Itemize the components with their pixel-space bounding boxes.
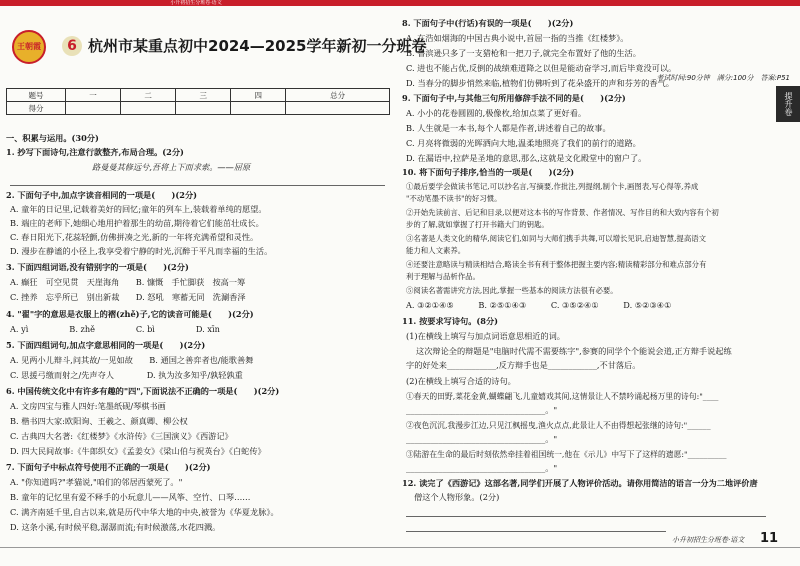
- sentence-text: ②开始先读前言、后记和目录,以便对这本书的写作背景、作者情况、写作目的和大致内容有个初: [406, 208, 719, 217]
- option-text: B. 鲁滨逊只多了一支猎枪和一把刀子,就完全布置好了他的生活。: [406, 48, 641, 58]
- score-cell: 一: [66, 89, 121, 102]
- score-cell: 四: [231, 89, 286, 102]
- option-text: D. 四大民间故事:《牛郎织女》《孟姜女》《梁山伯与祝英台》《白蛇传》: [10, 446, 266, 456]
- score-input-cell[interactable]: [176, 102, 231, 115]
- score-cell: 二: [121, 89, 176, 102]
- option-text: C. 进也不能占优,反倒的战绩难道降之以但是能动奋学习,而后毕竟没可以。: [406, 63, 677, 73]
- option-text: D. 漫步在静谧的小径上,我享受着宁静的时光,沉醉于平凡而幸福的生活。: [10, 246, 273, 256]
- option-text: A. yì B. zhě C. bì D. xīn: [10, 324, 220, 334]
- option-text: B. 童年的记忆里有爱不释手的小玩意儿——风筝、空竹、口琴……: [10, 492, 251, 502]
- sentence-text: 步的了解,就如掌握了打开书籍大门的钥匙。: [406, 220, 549, 229]
- sentence-text: 利于理解与品析作品。: [406, 272, 480, 281]
- side-tab: 提升卷: [776, 86, 800, 122]
- answer-line[interactable]: [406, 516, 766, 517]
- option-text: B. 端庄的老师下,她细心地用护着那生的幼苗,期待着它们能茁壮成长。: [10, 218, 264, 228]
- question-text: 4. "翟"字的意思是衣服上的褶(zhě)子,它的读音可能是( )(2分): [6, 309, 254, 319]
- score-header-row: [7, 89, 390, 102]
- option-text: A. 小小的花卷圆圆的,极像枚,给加点菜了更好看。: [406, 108, 587, 118]
- question-text: 6. 中国传统文化中有许多有趣的"四",下面说法不正确的一项是( )(2分): [6, 386, 280, 396]
- option-text: A. ③②①④⑤ B. ②⑤①④③ C. ③⑤②④① D. ⑤②③④①: [406, 300, 672, 310]
- option-text: D. 这条小溪,有时候平稳,潺潺而流;有时候激荡,水花四溅。: [10, 522, 221, 532]
- sentence-text: ①最后要学会做读书笔记,可以抄名言,写摘要,作批注,列提纲,制个卡,画图表,写心得等,养成: [406, 182, 699, 191]
- option-text: D. 在漏语中,拉萨是圣地的意思,那么,这就是文化殿堂中的窗户了。: [406, 153, 647, 163]
- passage-text: 这次辩论全的辩题是"电脑时代需不需要练字",参赛的同学个个能说会道,正方辩手说起练: [416, 346, 732, 356]
- question-text: 11. 按要求写诗句。(8分): [402, 316, 499, 326]
- option-text: A. 癫狂 可空见贯 天崖海角 B. 慷慨 手忙脚获 按高一筹: [10, 277, 246, 287]
- question-text: 僧这个人物形象。(2分): [414, 492, 500, 502]
- score-input-cell[interactable]: [286, 102, 390, 115]
- question-text: 12. 读完了《西游记》这部名著,同学们开展了人物评价活动。请你用简洁的语言一分为二地评价唐: [402, 478, 758, 488]
- sentence-text: ⑤阅读名著需讲究方法,因此,掌握一些基本的阅读方法很有必要。: [406, 286, 618, 295]
- top-banner-text: 小升初招生分班卷·语文: [170, 0, 222, 6]
- question-text: 1. 抄写下面诗句,注意行款整齐,布局合理。(2分): [6, 147, 184, 157]
- score-value-row: [7, 102, 390, 115]
- fill-blank-text[interactable]: ②夜色沉沉,我漫步江边,只见江枫摇曳,渔火点点,此景让人不由得想起张继的诗句:"______: [406, 421, 711, 430]
- section-heading: 一、积累与运用。(30分): [6, 133, 99, 143]
- page-footer: 小升初招生分班卷·语文: [672, 536, 745, 544]
- option-text: C. 挫养 忘乎所已 别出新裁 D. 怒吼 寒蓄无同 洗涮香泽: [10, 292, 246, 302]
- option-text: C. 满齐南延千里,自古以来,就是历代中华大地的中央,被誉为《华夏龙脉》。: [10, 507, 279, 517]
- sub-question-text: (1)在横线上填写与加点词语意思相近的词。: [406, 331, 565, 341]
- fill-blank-text[interactable]: __________________________________。": [406, 434, 558, 444]
- score-cell: 三: [176, 89, 231, 102]
- score-table: [6, 88, 390, 115]
- paper-number-badge: 6: [62, 36, 82, 56]
- score-input-cell[interactable]: [121, 102, 176, 115]
- answer-line[interactable]: [10, 185, 385, 186]
- option-text: C. 月亮将微弱的光晖洒向大地,温柔地照亮了我们的前行的道路。: [406, 138, 641, 148]
- score-cell: 总分: [286, 89, 390, 102]
- sentence-text: ④还要注意略读与精读相结合,略读全书有利于整体把握主要内容;精读精彩部分和难点部分有: [406, 260, 707, 269]
- option-text: C. 春日阳光下,花蕊轻颤,仿佛拼凑之光,新的一年将充满希望和灵性。: [10, 232, 259, 242]
- question-text: 9. 下面句子中,与其他三句所用修辞手法不同的是( )(2分): [402, 93, 626, 103]
- question-text: 8. 下面句子中(行话)有误的一项是( )(2分): [402, 18, 574, 28]
- answer-line[interactable]: [406, 531, 666, 532]
- question-text: 7. 下面句子中标点符号使用不正确的一项是( )(2分): [6, 462, 211, 472]
- sentence-text: "不动笔墨不读书"的好习惯。: [406, 194, 502, 203]
- score-cell: 得分: [7, 102, 66, 115]
- brand-logo: 王朝霞: [12, 30, 46, 64]
- exam-meta: 考试时间:90分钟 满分:100分 答案:P51: [656, 74, 790, 82]
- fill-blank-text[interactable]: __________________________________。": [406, 405, 558, 415]
- page-title: 杭州市某重点初中2024—2025学年新初一分班卷: [88, 37, 427, 55]
- option-text: A. 在浩如烟海的中国古典小说中,首屈一指的当推《红楼梦》。: [406, 33, 629, 43]
- fill-blank-text[interactable]: __________________________________。": [406, 463, 558, 473]
- option-text: A. 文房四宝与雅人四好:笔墨纸砚/琴棋书画: [10, 401, 166, 411]
- score-input-cell[interactable]: [231, 102, 286, 115]
- page-number: 11: [760, 531, 779, 546]
- option-text: D. 当春分的脚步悄然来临,植物们仿佛听到了花朵盛开的声和芬芳的香气。: [406, 78, 674, 88]
- sentence-text: ③名著是人类文化的精华,阅读它们,如同与大师们携手共舞,可以增长见识,启迪智慧,提高语文: [406, 234, 706, 243]
- quote-text: 路曼曼其修远兮,吾将上下而求索。——屈原: [92, 162, 251, 172]
- question-text: 2. 下面句子中,加点字读音相同的一项是( )(2分): [6, 190, 198, 200]
- question-text: 10. 将下面句子排序,恰当的一项是( )(2分): [402, 167, 575, 177]
- question-text: 3. 下面四组词语,没有错别字的一项是( )(2分): [6, 262, 189, 272]
- option-text: C. 思援弓缴而射之/先声夺人 D. 执为汝多知乎/孰轻孰重: [10, 370, 243, 380]
- score-input-cell[interactable]: [66, 102, 121, 115]
- fill-blank-text[interactable]: 字的好处来____________,反方辩手也是____________,不甘落后。: [406, 360, 641, 370]
- fill-blank-text[interactable]: ①春天的田野,菜花金黄,蝴蝶翩飞,儿童嬉戏其间,这情景让人不禁吟诵起杨万里的诗句:"____: [406, 392, 719, 401]
- option-text: B. 人生就是一本书,每个人都是作者,讲述着自己的故事。: [406, 123, 611, 133]
- top-banner: [0, 0, 800, 6]
- option-text: A. 童年的日记里,记载着美好的回忆;童年的列车上,装载着单纯的愿望。: [10, 204, 267, 214]
- option-text: B. 楷书四大家:欧阳询、王羲之、颜真卿、柳公权: [10, 416, 188, 426]
- sentence-text: 能力和人文素养。: [406, 246, 466, 255]
- score-cell: 题号: [7, 89, 66, 102]
- option-text: A. 见两小儿辩斗,问其故/一见如故 B. 通国之善弈者也/能歌善舞: [10, 355, 254, 365]
- option-text: C. 古典四大名著:《红楼梦》《水浒传》《三国演义》《西游记》: [10, 431, 233, 441]
- option-text: A. "你知道吗?"孝猫说,"咱们的邻居西蒙死了。": [10, 477, 183, 487]
- bottom-rule: [0, 547, 800, 548]
- sub-question-text: (2)在横线上填写合适的诗句。: [406, 376, 516, 386]
- question-text: 5. 下面四组词句,加点字意思相同的一项是( )(2分): [6, 340, 206, 350]
- fill-blank-text[interactable]: ③陆游在生命的最后时刻依然牵挂着祖国统一,他在《示儿》中写下了这样的遗愿:"__________: [406, 450, 727, 459]
